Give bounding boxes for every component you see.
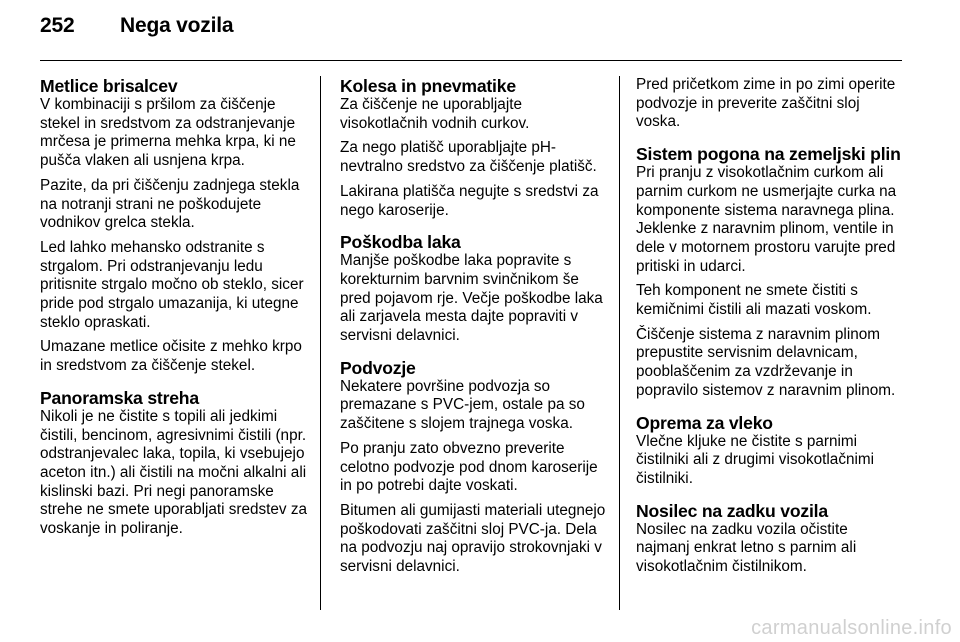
paragraph: Po pranju zato obvezno preverite celotno podvozje pod dnom karoserije in po potrebi dajte voskati. bbox=[340, 439, 598, 495]
paragraph: Manjše poškodbe laka popravite s korekturnim barvnim svinčnikom še pred pojavom rje. Večje poškodbe laka ali zarjavela mesta dajte popraviti v servisni delavnici. bbox=[340, 252, 603, 345]
paragraph: Nosilec na zadku vozila očistite najmanj enkrat letno s parnim ali visokotlačnim čistilnikom. bbox=[636, 520, 857, 576]
section-panoramic-roof bbox=[40, 388, 312, 539]
section-heading: Oprema za vleko bbox=[636, 412, 773, 433]
section-towing-equipment bbox=[636, 413, 904, 489]
section-rear-carrier bbox=[636, 501, 904, 577]
column-2 bbox=[340, 76, 606, 606]
section-paint-damage bbox=[340, 232, 606, 346]
section-heading: Nosilec na zadku vozila bbox=[636, 500, 828, 521]
paragraph: Bitumen ali gumijasti materiali utegnejo poškodovati zaščitni sloj PVC-ja. Dela na podvozju naj opravijo strokovnjaki v servisni delavnici. bbox=[340, 501, 606, 576]
section-natural-gas-system bbox=[636, 144, 904, 400]
paragraph: Za nego platišč uporabljajte pH-nevtralno sredstvo za čiščenje platišč. bbox=[340, 139, 597, 176]
column-1 bbox=[40, 76, 312, 606]
paragraph: Čiščenje sistema z naravnim plinom prepustite servisnim delavnicam, pooblaščenim za vzdrževanje in popravilo sistemov z naravnim plinom. bbox=[636, 325, 896, 399]
page-header bbox=[40, 14, 233, 38]
paragraph: Lakirana platišča negujte s sredstvi za nego karoserije. bbox=[340, 182, 599, 219]
paragraph: Led lahko mehansko odstranite s strgalom. Pri odstranjevanju ledu pritisnite strgalo močno ob steklo, sicer pride pod strgalo umazanija, ki utegne steklo opraskati. bbox=[40, 238, 304, 331]
header-rule bbox=[40, 60, 902, 61]
section-heading: Metlice brisalcev bbox=[40, 76, 178, 96]
section-heading: Panoramska streha bbox=[40, 387, 199, 408]
section-heading: Podvozje bbox=[340, 357, 416, 378]
section-wiper-blades bbox=[40, 76, 312, 376]
paragraph: Pred pričetkom zime in po zimi operite podvozje in preverite zaščitni sloj voska. bbox=[636, 76, 896, 131]
paragraph: Za čiščenje ne uporabljajte visokotlačnih vodnih curkov. bbox=[340, 96, 530, 132]
paragraph: Nekatere površine podvozja so premazane s PVC-jem, ostale pa so zaščitene s slojem trajnega voska. bbox=[340, 377, 585, 433]
section-underbody-continued bbox=[636, 76, 904, 132]
paragraph: Vlečne kljuke ne čistite s parnimi čistilniki ali z drugimi visokotlačnimi čistilniki. bbox=[636, 432, 875, 487]
column-divider bbox=[320, 76, 321, 610]
paragraph: V kombinaciji s pršilom za čiščenje stekel in sredstvom za odstranjevanje mrčesa je primerna mehka krpa, ki ne pušča vlaken ali usnjena krpa. bbox=[40, 96, 296, 170]
page-number: 252 bbox=[40, 14, 75, 37]
section-heading: Kolesa in pnevmatike bbox=[340, 76, 516, 96]
paragraph: Nikoli je ne čistite s topili ali jedkimi čistili, bencinom, agresivnimi čistili (npr. odstranjevalec laka, topila, ki vsebujejo aceton itn.) ali čistili na močni alkalni ali kislinski bazi. Pri negi panoramske strehe ne smete uporabljati sredstev za voskanje in poliranje. bbox=[40, 407, 307, 538]
section-wheels-tyres bbox=[340, 76, 606, 220]
paragraph: Pazite, da pri čiščenju zadnjega stekla na notranji strani ne poškodujete vodnikov grelca stekla. bbox=[40, 176, 300, 232]
column-divider bbox=[619, 76, 620, 610]
section-heading: Poškodba laka bbox=[340, 232, 461, 253]
paragraph: Teh komponent ne smete čistiti s kemičnimi čistili ali mazati voskom. bbox=[636, 282, 872, 319]
paragraph: Pri pranju z visokotlačnim curkom ali parnim curkom ne usmerjajte curka na komponente sistema naravnega plina. Jeklenke z naravnim plinom, ventile in dele v motornem prostoru varujte pred pritiski in udarci. bbox=[636, 164, 897, 275]
column-3 bbox=[636, 76, 904, 606]
paragraph: Umazane metlice očisite z mehko krpo in sredstvom za čiščenje stekel. bbox=[40, 338, 302, 375]
watermark: carmanualsonline.info bbox=[751, 617, 952, 639]
page-title: Nega vozila bbox=[120, 14, 234, 37]
section-underbody bbox=[340, 358, 606, 577]
section-heading: Sistem pogona na zemeljski plin bbox=[636, 144, 901, 165]
